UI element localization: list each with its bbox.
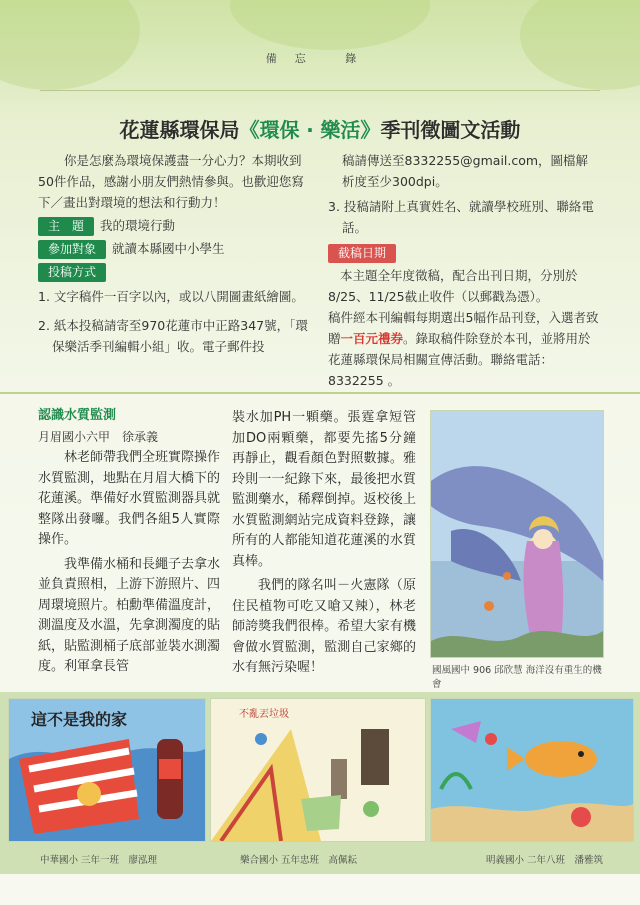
story-paragraph-1: 林老師帶我們全班實際操作水質監測，地點在月眉大橋下的花蓮溪。準備好水質監測器具就整隊出發囉。我們各組5人實際操作。 [38, 450, 221, 547]
artwork-not-my-home-caption: 中華國小 三年一班 廖泓理 [40, 855, 158, 866]
section-divider [0, 392, 640, 394]
story-title: 認識水質監測 [38, 408, 117, 423]
submission-label: 投稿方式 [38, 263, 106, 282]
artwork-sea-creatures-caption: 明義國小 二年八班 潘雅筑 [486, 855, 604, 866]
submission-row [38, 261, 308, 282]
submission-continued: 稿請傳送至8332255@gmail.com，圖檔解析度至少300dpi。 [342, 153, 589, 189]
artwork-not-my-home-text: 這不是我的家 [31, 710, 128, 729]
eligibility-label: 參加對象 [38, 240, 106, 259]
artwork-ocean-image [430, 410, 604, 658]
theme-value: 我的環境行動 [100, 218, 176, 233]
decor-leaf [0, 0, 140, 90]
decor-leaf [520, 0, 640, 90]
intro-text: 你是怎麼為環境保護盡一分心力？本期收到50件作品，感謝小朋友們熱情參與。也歡迎您寫下／畫出對環境的想法和行動力！ [38, 153, 304, 210]
artwork-sea-creatures-drawing [431, 699, 633, 841]
submission-item-2: 2. 紙本投稿請寄至970花蓮市中正路347號，「環保樂活季刊編輯小組」收。電子郵件投 [38, 318, 308, 354]
artwork-sea-creatures-image [430, 698, 634, 842]
story-column-1 [38, 448, 220, 678]
gift-voucher-text: 一百元禮券 [340, 331, 404, 346]
deadline-text-1: 本主題全年度徵稿，配合出刊日期，分別於8/25、11/25截止收件（以郵戳為憑）。 [328, 268, 578, 304]
theme-label: 主 題 [38, 217, 94, 236]
artwork-no-littering-text: 不亂丟垃圾 [239, 709, 289, 720]
artwork-no-littering-caption: 樂合國小 五年忠班 高佩耘 [240, 855, 358, 866]
story-author: 月眉國小六甲 徐承義 [38, 430, 159, 444]
header-divider [40, 90, 600, 91]
artwork-ocean-drawing [431, 411, 603, 657]
title-suffix: 季刊徵圖文活動 [380, 118, 521, 142]
page-title [0, 114, 640, 143]
right-column [328, 150, 600, 391]
artwork-not-my-home-image [8, 698, 206, 842]
story-column-2 [232, 408, 416, 679]
eligibility-value: 就讀本縣國中小學生 [112, 241, 225, 256]
artwork-ocean-caption: 國風國中 906 邱欣慧 海洋沒有重生的機會 [432, 665, 602, 690]
memo-label: 備忘 錄 [265, 52, 375, 65]
deadline-text-2 [328, 307, 600, 391]
deadline-row [328, 242, 600, 263]
title-highlight: 《環保 ‧ 樂活》 [239, 118, 381, 142]
theme-row [38, 215, 308, 236]
title-prefix: 花蓮縣環保局 [119, 118, 240, 142]
deadline-text-2a: 稿件經本刊編輯每期選出5幅作品刊登，入選者致贈 [328, 310, 599, 346]
left-column [38, 150, 308, 357]
submission-item-3: 3. 投稿請附上真實姓名、就讀學校班別、聯絡電話。 [328, 199, 594, 235]
deadline-label: 截稿日期 [328, 244, 396, 263]
story-paragraph-4: 我們的隊名叫－火憲隊（原住民植物可吃又嗆又辣），林老師誇獎我們很棒。希望大家有機會做水質監測，監測自己家鄉的水有無污染喔！ [232, 578, 416, 675]
deadline-text-2b: 。錄取稿件除登於本刊，並將用於花蓮縣環保局相關宣傳活動。聯絡電話：8332255 。 [328, 331, 591, 388]
story-paragraph-3: 裝水加PH一顆藥。張霆拿短管加DO兩顆藥，都要先搖5分鐘再靜止，觀看顏色對照數據。雅玲則一一紀錄下來，最後把水質監測藥水，稀釋倒掉。返校後上水質監測網站完成資料登錄，讓所有的人都能知道花蓮溪的水質真棒。 [232, 410, 416, 569]
decor-leaf [230, 0, 430, 50]
eligibility-row [38, 238, 308, 259]
submission-item-1: 1. 文字稿件一百字以內，或以八開圖畫紙繪圖。 [38, 289, 304, 304]
story-paragraph-2: 我準備水桶和長繩子去拿水並負責照相，上游下游照片、四周環境照片。柏勳準備溫度計，測溫度及水溫，先拿測濁度的貼紙，貼監測桶子底部並裝水測濁度。利軍拿長管 [38, 556, 221, 674]
artwork-no-littering-drawing [211, 699, 425, 841]
artwork-no-littering-image [210, 698, 426, 842]
